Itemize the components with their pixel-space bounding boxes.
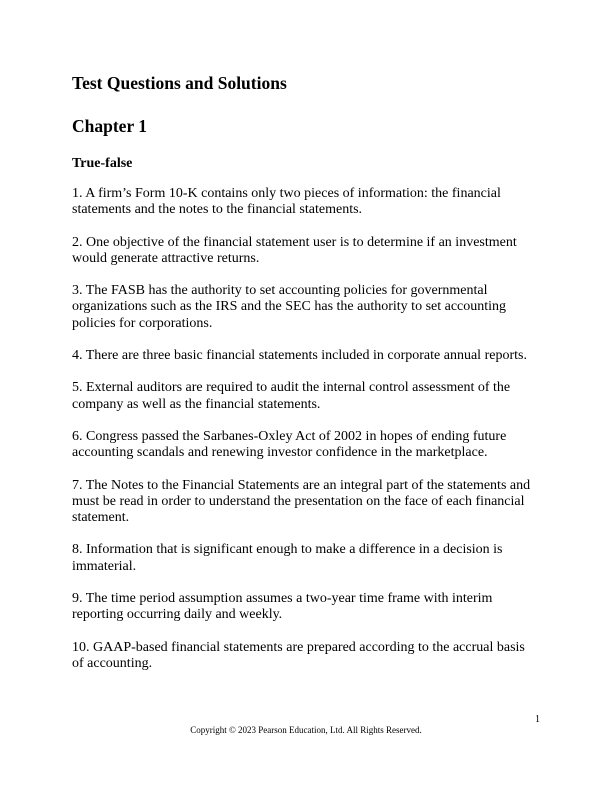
page-number: 1 [535, 714, 540, 725]
question-item: 1. A firm’s Form 10-K contains only two pieces of information: the financial statements and the notes to the financial statements. [72, 186, 501, 218]
question-item: 10. GAAP-based financial statements are prepared according to the accrual basis of accounting. [72, 639, 525, 671]
question-item: 7. The Notes to the Financial Statements are an integral part of the statements and must be read in order to understand the presentation on the face of each financial statement. [72, 477, 531, 526]
question-list [72, 186, 540, 688]
question-item: 4. There are three basic financial statements included in corporate annual reports. [72, 348, 527, 364]
document-title: Test Questions and Solutions [72, 73, 287, 93]
question-item: 9. The time period assumption assumes a two-year time frame with interim reporting occurring daily and weekly. [72, 591, 493, 623]
copyright-footer: Copyright © 2023 Pearson Education, Ltd. All Rights Reserved. [190, 725, 422, 735]
question-item: 8. Information that is significant enough to make a difference in a decision is immaterial. [72, 542, 503, 574]
question-item: 5. External auditors are required to audit the internal control assessment of the company as well as the financial statements. [72, 380, 511, 412]
question-item: 6. Congress passed the Sarbanes-Oxley Act of 2002 in hopes of ending future accounting scandals and renewing investor confidence in the marketplace. [72, 428, 507, 461]
question-item: 3. The FASB has the authority to set accounting policies for governmental organizations such as the IRS and the SEC has the authority to set accounting policies for corporations. [72, 283, 507, 331]
chapter-title: Chapter 1 [72, 116, 148, 136]
question-item: 2. One objective of the financial statement user is to determine if an investment would generate attractive returns. [72, 234, 517, 266]
section-heading: True-false [72, 156, 133, 171]
